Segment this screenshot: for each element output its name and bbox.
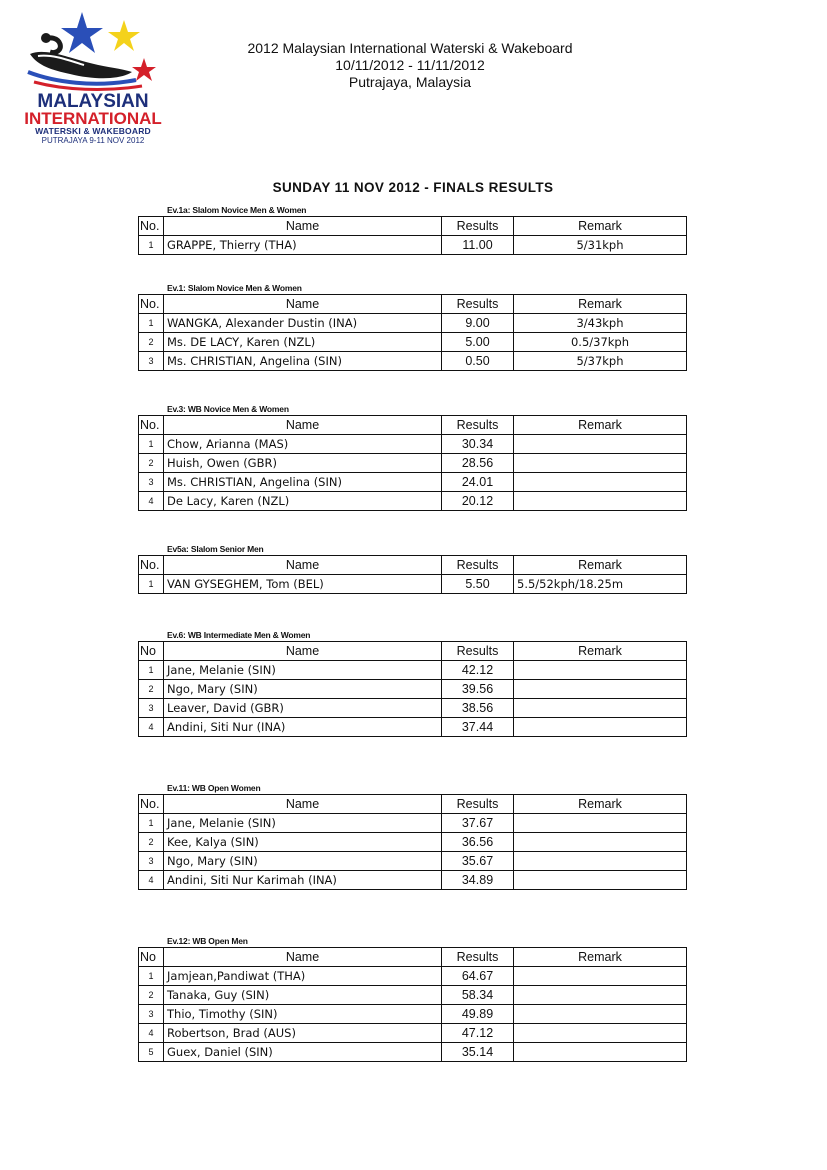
rank-cell: 3: [139, 473, 164, 492]
rank-cell: 5: [139, 1043, 164, 1062]
table-row: [139, 492, 687, 511]
header-location: Putrajaya, Malaysia: [348, 74, 472, 90]
table-row: [139, 871, 687, 890]
result-cell: 24.01: [442, 473, 514, 492]
event-label: Ev.12: WB Open Men: [167, 936, 248, 946]
event-label: Ev.6: WB Intermediate Men & Women: [167, 630, 311, 640]
remark-cell: [514, 986, 687, 1005]
remark-cell: 3/43kph: [514, 314, 687, 333]
results-table: [138, 415, 687, 511]
rank-cell: 1: [139, 661, 164, 680]
table-row: [139, 833, 687, 852]
rank-cell: 3: [139, 699, 164, 718]
col-header-name: Name: [164, 795, 442, 814]
result-cell: 64.67: [442, 967, 514, 986]
athlete-name-cell: Guex, Daniel (SIN): [164, 1043, 442, 1062]
table-row: [139, 314, 687, 333]
remark-cell: [514, 967, 687, 986]
table-row: [139, 236, 687, 255]
remark-cell: 0.5/37kph: [514, 333, 687, 352]
col-header-name: Name: [164, 416, 442, 435]
remark-cell: [514, 1043, 687, 1062]
table-row: [139, 814, 687, 833]
event-label: Ev.1: Slalom Novice Men & Women: [167, 283, 302, 293]
rank-cell: 4: [139, 718, 164, 737]
event-label: Ev.1a: Slalom Novice Men & Women: [167, 205, 307, 215]
logo-text-malaysian: MALAYSIAN: [37, 91, 149, 112]
results-table: [138, 216, 687, 255]
result-cell: 35.14: [442, 1043, 514, 1062]
remark-cell: [514, 871, 687, 890]
logo-text-sport: WATERSKI & WAKEBOARD: [35, 126, 151, 136]
table-row: [139, 333, 687, 352]
col-header-remark: Remark: [514, 295, 687, 314]
athlete-name-cell: Ngo, Mary (SIN): [164, 680, 442, 699]
result-cell: 0.50: [442, 352, 514, 371]
rank-cell: 1: [139, 967, 164, 986]
rank-cell: 2: [139, 454, 164, 473]
result-cell: 35.67: [442, 852, 514, 871]
table-row: [139, 852, 687, 871]
col-header-no: No.: [139, 217, 164, 236]
result-cell: 28.56: [442, 454, 514, 473]
event-label: Ev5a: Slalom Senior Men: [167, 544, 264, 554]
result-cell: 20.12: [442, 492, 514, 511]
remark-cell: [514, 661, 687, 680]
athlete-name-cell: Ms. CHRISTIAN, Angelina (SIN): [164, 473, 442, 492]
results-table: [138, 294, 687, 371]
athlete-name-cell: Andini, Siti Nur Karimah (INA): [164, 871, 442, 890]
event-label: Ev.11: WB Open Women: [167, 783, 261, 793]
result-cell: 58.34: [442, 986, 514, 1005]
result-cell: 36.56: [442, 833, 514, 852]
remark-cell: 5.5/52kph/18.25m: [514, 575, 687, 594]
col-header-no: No.: [139, 556, 164, 575]
rank-cell: 3: [139, 1005, 164, 1024]
results-table: [138, 555, 687, 594]
remark-cell: [514, 473, 687, 492]
col-header-results: Results: [442, 795, 514, 814]
result-cell: 37.44: [442, 718, 514, 737]
table-row: [139, 435, 687, 454]
page-title: SUNDAY 11 NOV 2012 - FINALS RESULTS: [272, 180, 554, 195]
col-header-results: Results: [442, 642, 514, 661]
table-row: [139, 680, 687, 699]
col-header-name: Name: [164, 948, 442, 967]
athlete-name-cell: Jamjean,Pandiwat (THA): [164, 967, 442, 986]
skier-stars-icon: [24, 10, 164, 95]
event-section: [138, 782, 686, 890]
result-cell: 49.89: [442, 1005, 514, 1024]
rank-cell: 1: [139, 575, 164, 594]
result-cell: 38.56: [442, 699, 514, 718]
rank-cell: 2: [139, 680, 164, 699]
event-section: [138, 629, 686, 737]
table-row: [139, 661, 687, 680]
rank-cell: 4: [139, 871, 164, 890]
athlete-name-cell: Ms. DE LACY, Karen (NZL): [164, 333, 442, 352]
event-section: [138, 935, 686, 1062]
results-table: [138, 641, 687, 737]
table-row: [139, 699, 687, 718]
col-header-no: No.: [139, 795, 164, 814]
athlete-name-cell: Ngo, Mary (SIN): [164, 852, 442, 871]
remark-cell: [514, 833, 687, 852]
athlete-name-cell: Ms. CHRISTIAN, Angelina (SIN): [164, 352, 442, 371]
remark-cell: 5/31kph: [514, 236, 687, 255]
result-cell: 37.67: [442, 814, 514, 833]
table-header-row: [139, 295, 687, 314]
rank-cell: 2: [139, 986, 164, 1005]
remark-cell: [514, 814, 687, 833]
result-cell: 42.12: [442, 661, 514, 680]
remark-cell: 5/37kph: [514, 352, 687, 371]
table-row: [139, 473, 687, 492]
results-table: [138, 794, 687, 890]
col-header-name: Name: [164, 295, 442, 314]
table-header-row: [139, 217, 687, 236]
event-section: [138, 543, 686, 594]
col-header-results: Results: [442, 217, 514, 236]
col-header-remark: Remark: [514, 795, 687, 814]
table-header-row: [139, 556, 687, 575]
athlete-name-cell: De Lacy, Karen (NZL): [164, 492, 442, 511]
rank-cell: 1: [139, 236, 164, 255]
remark-cell: [514, 1024, 687, 1043]
header-dates: 10/11/2012 - 11/11/2012: [335, 57, 485, 73]
table-row: [139, 718, 687, 737]
athlete-name-cell: Tanaka, Guy (SIN): [164, 986, 442, 1005]
table-row: [139, 1024, 687, 1043]
col-header-results: Results: [442, 556, 514, 575]
athlete-name-cell: GRAPPE, Thierry (THA): [164, 236, 442, 255]
rank-cell: 1: [139, 435, 164, 454]
athlete-name-cell: Andini, Siti Nur (INA): [164, 718, 442, 737]
athlete-name-cell: Jane, Melanie (SIN): [164, 661, 442, 680]
result-cell: 5.50: [442, 575, 514, 594]
col-header-no: No: [139, 642, 164, 661]
result-cell: 9.00: [442, 314, 514, 333]
table-row: [139, 352, 687, 371]
table-header-row: [139, 948, 687, 967]
table-row: [139, 986, 687, 1005]
rank-cell: 2: [139, 333, 164, 352]
col-header-results: Results: [442, 295, 514, 314]
rank-cell: 1: [139, 314, 164, 333]
table-row: [139, 1005, 687, 1024]
event-logo: [24, 10, 164, 145]
col-header-remark: Remark: [514, 556, 687, 575]
col-header-results: Results: [442, 948, 514, 967]
table-row: [139, 454, 687, 473]
remark-cell: [514, 718, 687, 737]
athlete-name-cell: VAN GYSEGHEM, Tom (BEL): [164, 575, 442, 594]
col-header-no: No: [139, 948, 164, 967]
col-header-no: No.: [139, 416, 164, 435]
rank-cell: 4: [139, 1024, 164, 1043]
athlete-name-cell: Leaver, David (GBR): [164, 699, 442, 718]
event-section: [138, 204, 686, 255]
remark-cell: [514, 454, 687, 473]
event-label: Ev.3: WB Novice Men & Women: [167, 404, 289, 414]
athlete-name-cell: Robertson, Brad (AUS): [164, 1024, 442, 1043]
result-cell: 30.34: [442, 435, 514, 454]
remark-cell: [514, 492, 687, 511]
logo-text-international: INTERNATIONAL: [24, 109, 162, 128]
col-header-remark: Remark: [514, 416, 687, 435]
table-header-row: [139, 795, 687, 814]
result-cell: 11.00: [442, 236, 514, 255]
col-header-remark: Remark: [514, 948, 687, 967]
athlete-name-cell: Huish, Owen (GBR): [164, 454, 442, 473]
col-header-name: Name: [164, 556, 442, 575]
remark-cell: [514, 1005, 687, 1024]
athlete-name-cell: Kee, Kalya (SIN): [164, 833, 442, 852]
remark-cell: [514, 852, 687, 871]
remark-cell: [514, 699, 687, 718]
result-cell: 34.89: [442, 871, 514, 890]
header-event-name: 2012 Malaysian International Waterski & Wakeboard: [247, 40, 573, 56]
rank-cell: 4: [139, 492, 164, 511]
remark-cell: [514, 435, 687, 454]
rank-cell: 3: [139, 352, 164, 371]
result-cell: 5.00: [442, 333, 514, 352]
athlete-name-cell: Jane, Melanie (SIN): [164, 814, 442, 833]
rank-cell: 2: [139, 833, 164, 852]
logo-text-venue-date: PUTRAJAYA 9-11 NOV 2012: [41, 136, 145, 145]
athlete-name-cell: Thio, Timothy (SIN): [164, 1005, 442, 1024]
event-section: [138, 282, 686, 371]
col-header-no: No.: [139, 295, 164, 314]
athlete-name-cell: WANGKA, Alexander Dustin (INA): [164, 314, 442, 333]
col-header-name: Name: [164, 217, 442, 236]
event-section: [138, 403, 686, 511]
rank-cell: 1: [139, 814, 164, 833]
athlete-name-cell: Chow, Arianna (MAS): [164, 435, 442, 454]
table-row: [139, 1043, 687, 1062]
col-header-results: Results: [442, 416, 514, 435]
rank-cell: 3: [139, 852, 164, 871]
table-header-row: [139, 416, 687, 435]
col-header-name: Name: [164, 642, 442, 661]
result-cell: 39.56: [442, 680, 514, 699]
col-header-remark: Remark: [514, 217, 687, 236]
col-header-remark: Remark: [514, 642, 687, 661]
table-header-row: [139, 642, 687, 661]
results-table: [138, 947, 687, 1062]
table-row: [139, 575, 687, 594]
remark-cell: [514, 680, 687, 699]
result-cell: 47.12: [442, 1024, 514, 1043]
document-header: [210, 40, 610, 91]
table-row: [139, 967, 687, 986]
